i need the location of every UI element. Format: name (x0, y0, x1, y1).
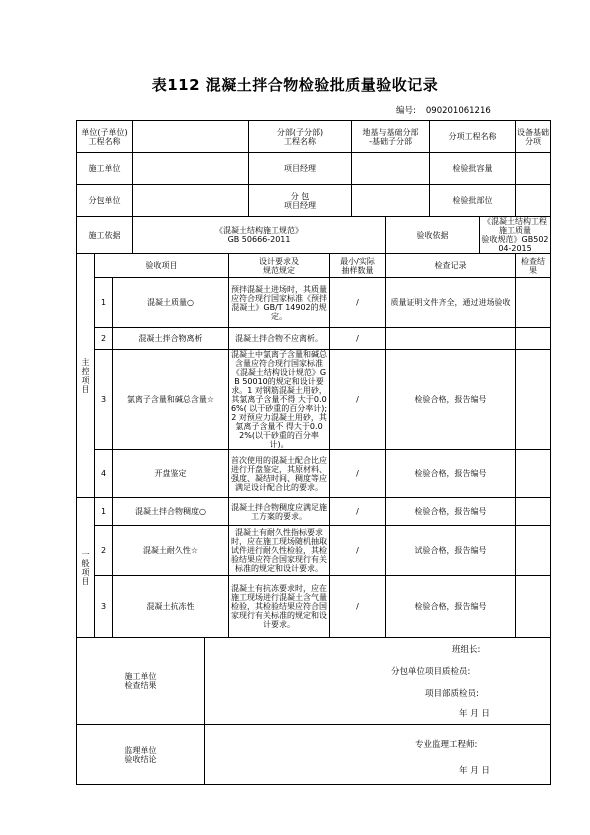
header-row-basis (77, 217, 551, 254)
construction-label: 施工单位 检查结果 (77, 638, 205, 725)
supervisor-label: 专业监理工程师: (415, 740, 478, 750)
row-record: 检验合格，报告编号 (386, 350, 516, 450)
row-no: 2 (95, 526, 113, 576)
row-sample: / (330, 350, 386, 450)
subcontractor-value (133, 185, 249, 217)
row-item: 开盘鉴定 (113, 450, 229, 498)
row-no: 3 (95, 350, 113, 450)
table-row (77, 350, 551, 450)
col-item: 验收项目 (95, 254, 229, 278)
batch-label: 检验批容量 (430, 153, 516, 185)
row-no: 4 (95, 450, 113, 498)
team-leader-label: 班组长: (452, 645, 481, 655)
serial-value: 090201061216 (425, 106, 491, 116)
subcontractor-label: 分包单位 (77, 185, 133, 217)
row-sample: / (330, 576, 386, 638)
row-record (386, 328, 516, 350)
page-title: 表112 混凝土拌合物检验批质量验收记录 (151, 76, 439, 94)
row-requirement: 首次使用的混凝土配合比应进行开盘鉴定，其原材料、强度、凝结时间、稠度等应满足设计配合比的要求。 (229, 450, 330, 498)
row-sample: / (330, 498, 386, 526)
row-requirement: 混凝土有抗冻要求时，应在施工现场进行混凝土含气量检验，其检验结果应符合国家现行有关标准的规定和设计要求。 (229, 576, 330, 638)
row-record: 质量证明文件齐全，通过进场验收 (386, 278, 516, 328)
row-result (516, 450, 551, 498)
header-row-constructor (77, 153, 551, 185)
batch-part-value (516, 185, 551, 217)
sub-pm-value (352, 185, 430, 217)
batch-part-label: 检验批部位 (430, 185, 516, 217)
row-requirement: 预拌混凝土进场时，其质量应符合现行国家标准《预拌混凝土》GB/T 14902的规定。 (229, 278, 330, 328)
supervision-label: 监理单位 验收结论 (77, 725, 205, 785)
date-1: 年 月 日 (459, 709, 490, 719)
row-result (516, 328, 551, 350)
sub-value: 地基与基础分部 -基础子分部 (352, 121, 430, 153)
supervision-signature-area (205, 725, 551, 785)
row-result (516, 350, 551, 450)
unit-label: 单位(子单位) 工程名称 (77, 121, 133, 153)
row-no: 3 (95, 576, 113, 638)
row-result (516, 498, 551, 526)
header-row-unit (77, 121, 551, 153)
table-row (77, 450, 551, 498)
row-record: 检验合格，报告编号 (386, 498, 516, 526)
item-label: 分项工程名称 (430, 121, 516, 153)
inspection-table (76, 120, 551, 785)
date-2: 年 月 日 (459, 766, 490, 776)
row-record: 检验合格，报告编号 (386, 450, 516, 498)
row-requirement: 混凝土有耐久性指标要求时，应在施工现场随机抽取试件进行耐久性检验，其检验结果应符合国家现行有关标准的规定和设计要求。 (229, 526, 330, 576)
sub-label: 分部(子分部) 工程名称 (249, 121, 352, 153)
sub-inspector-label: 分包单位项目质检员: (391, 667, 471, 677)
row-sample: / (330, 278, 386, 328)
acceptance-label: 验收依据 (386, 217, 480, 254)
row-item: 混凝土抗冻性 (113, 576, 229, 638)
acceptance-value: 《混凝土结构工程施工质量 验收规范》GB50204-2015 (480, 217, 551, 254)
serial-number (396, 104, 501, 116)
construction-signature-area (205, 638, 551, 725)
footer-construction-row (77, 638, 551, 725)
row-no: 2 (95, 328, 113, 350)
general-section-label: 一般项目 (77, 498, 95, 638)
table-row (77, 498, 551, 526)
table-row (77, 278, 551, 328)
batch-value (516, 153, 551, 185)
column-header-row (77, 254, 551, 278)
row-requirement: 混凝土拌合物稠度应满足施工方案的要求。 (229, 498, 330, 526)
col-sample: 最小/实际 抽样数量 (330, 254, 386, 278)
footer-supervision-row (77, 725, 551, 785)
sub-pm-label: 分 包 项目经理 (249, 185, 352, 217)
item-value: 设备基础分项 (516, 121, 551, 153)
row-item: 混凝土拌合物稠度○ (113, 498, 229, 526)
table-row (77, 526, 551, 576)
constructor-label: 施工单位 (77, 153, 133, 185)
col-requirement: 设计要求及 规范规定 (229, 254, 330, 278)
row-result (516, 278, 551, 328)
row-item: 混凝土拌合物离析 (113, 328, 229, 350)
row-result (516, 526, 551, 576)
row-item: 氯离子含量和碱总含量☆ (113, 350, 229, 450)
row-sample: / (330, 328, 386, 350)
col-record: 检查记录 (386, 254, 516, 278)
basis-label: 施工依据 (77, 217, 133, 254)
row-no: 1 (95, 498, 113, 526)
constructor-value (133, 153, 249, 185)
row-result (516, 576, 551, 638)
row-no: 1 (95, 278, 113, 328)
pm-label: 项目经理 (249, 153, 352, 185)
row-record: 试验合格，报告编号 (386, 526, 516, 576)
basis-value: 《混凝土结构施工规范》 GB 50666-2011 (133, 217, 386, 254)
row-sample: / (330, 526, 386, 576)
unit-value (133, 121, 249, 153)
row-requirement: 混凝土中氯离子含量和碱总含量应符合现行国家标准《混凝土结构设计规范》GB 50010的规定和设计要求。1 对钢筋混凝土用砂，其氯离子含量不得 大于0.06%( 以干砂重的百分率计); 2 对预应力混凝土用砂，其氯离子含量不 得大于0.02%(以干砂重的百分率计)。 (229, 350, 330, 450)
table-row (77, 328, 551, 350)
serial-label: 编号: (396, 106, 416, 116)
header-row-subcontractor (77, 185, 551, 217)
row-sample: / (330, 450, 386, 498)
pm-value (352, 153, 430, 185)
row-item: 混凝土质量○ (113, 278, 229, 328)
row-record: 检验合格，报告编号 (386, 576, 516, 638)
table-row (77, 576, 551, 638)
row-item: 混凝土耐久性☆ (113, 526, 229, 576)
row-requirement: 混凝土拌合物不应离析。 (229, 328, 330, 350)
col-result: 检查结 果 (516, 254, 551, 278)
main-section-label: 主控项目 (77, 254, 95, 498)
project-inspector-label: 项目部质检员: (425, 689, 479, 699)
